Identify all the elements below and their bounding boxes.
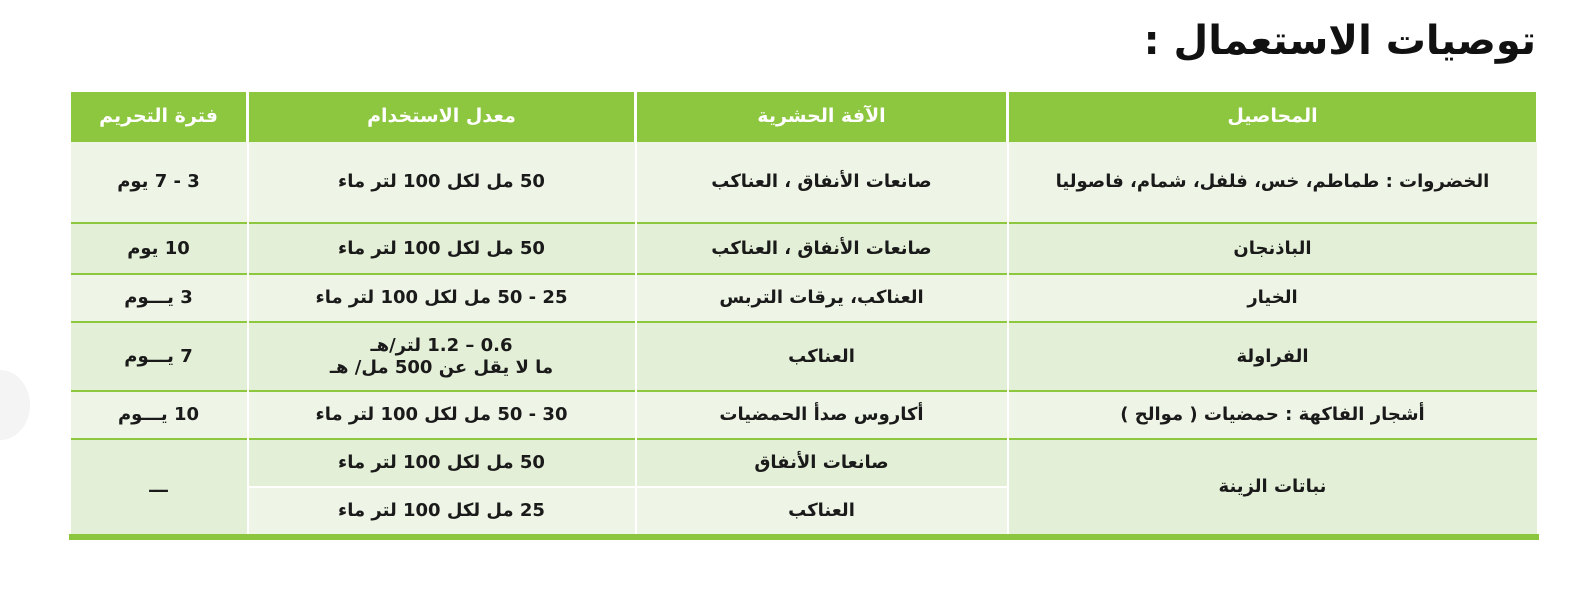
cell-rate: 50 مل لكل 100 لتر ماء — [248, 223, 636, 274]
cell-rate: 25 - 50 مل لكل 100 لتر ماء — [248, 274, 636, 322]
header-rate: معدل الاستخدام — [248, 92, 636, 141]
cell-crop: الفراولة — [1008, 322, 1538, 391]
cell-phi: 7 يـــوم — [70, 322, 248, 391]
cell-pest: صانعات الأنفاق ، العناكب — [636, 141, 1008, 223]
cell-pest: العناكب، يرقات التربس — [636, 274, 1008, 322]
header-phi: فترة التحريم — [70, 92, 248, 141]
table-row — [70, 439, 1538, 487]
cell-phi: 3 يـــوم — [70, 274, 248, 322]
cell-pest: صانعات الأنفاق ، العناكب — [636, 223, 1008, 274]
cell-pest: أكاروس صدأ الحمضيات — [636, 391, 1008, 439]
table-row — [70, 274, 1538, 322]
cell-rate: 50 مل لكل 100 لتر ماء — [248, 439, 636, 487]
header-crops: المحاصيل — [1008, 92, 1538, 141]
decorative-shape — [0, 370, 30, 440]
cell-rate: 50 مل لكل 100 لتر ماء — [248, 141, 636, 223]
table-row — [70, 141, 1538, 223]
cell-phi: ـــ — [70, 439, 248, 537]
table-row — [70, 223, 1538, 274]
cell-phi: 10 يوم — [70, 223, 248, 274]
cell-crop: أشجار الفاكهة : حمضيات ( موالح ) — [1008, 391, 1538, 439]
cell-phi: 3 - 7 يوم — [70, 141, 248, 223]
header-pest: الآفة الحشرية — [636, 92, 1008, 141]
page-title: توصيات الاستعمال : — [1143, 18, 1536, 64]
cell-crop: نباتات الزينة — [1008, 439, 1538, 537]
cell-rate — [248, 322, 636, 391]
table-row — [70, 391, 1538, 439]
cell-rate: 30 - 50 مل لكل 100 لتر ماء — [248, 391, 636, 439]
cell-crop: الخيار — [1008, 274, 1538, 322]
cell-pest: صانعات الأنفاق — [636, 439, 1008, 487]
rate-line: 0.6 – 1.2 لتر/هـ — [370, 334, 513, 356]
cell-crop: الخضروات : طماطم، خس، فلفل، شمام، فاصوليا — [1008, 141, 1538, 223]
table-row — [70, 322, 1538, 391]
cell-rate: 25 مل لكل 100 لتر ماء — [248, 487, 636, 537]
cell-phi: 10 يـــوم — [70, 391, 248, 439]
cell-crop: الباذنجان — [1008, 223, 1538, 274]
cell-pest: العناكب — [636, 487, 1008, 537]
usage-recommendations-table — [68, 92, 1539, 540]
table-header-row — [70, 92, 1538, 141]
cell-pest: العناكب — [636, 322, 1008, 391]
rate-line: ما لا يقل عن 500 مل/ هـ — [329, 356, 554, 378]
